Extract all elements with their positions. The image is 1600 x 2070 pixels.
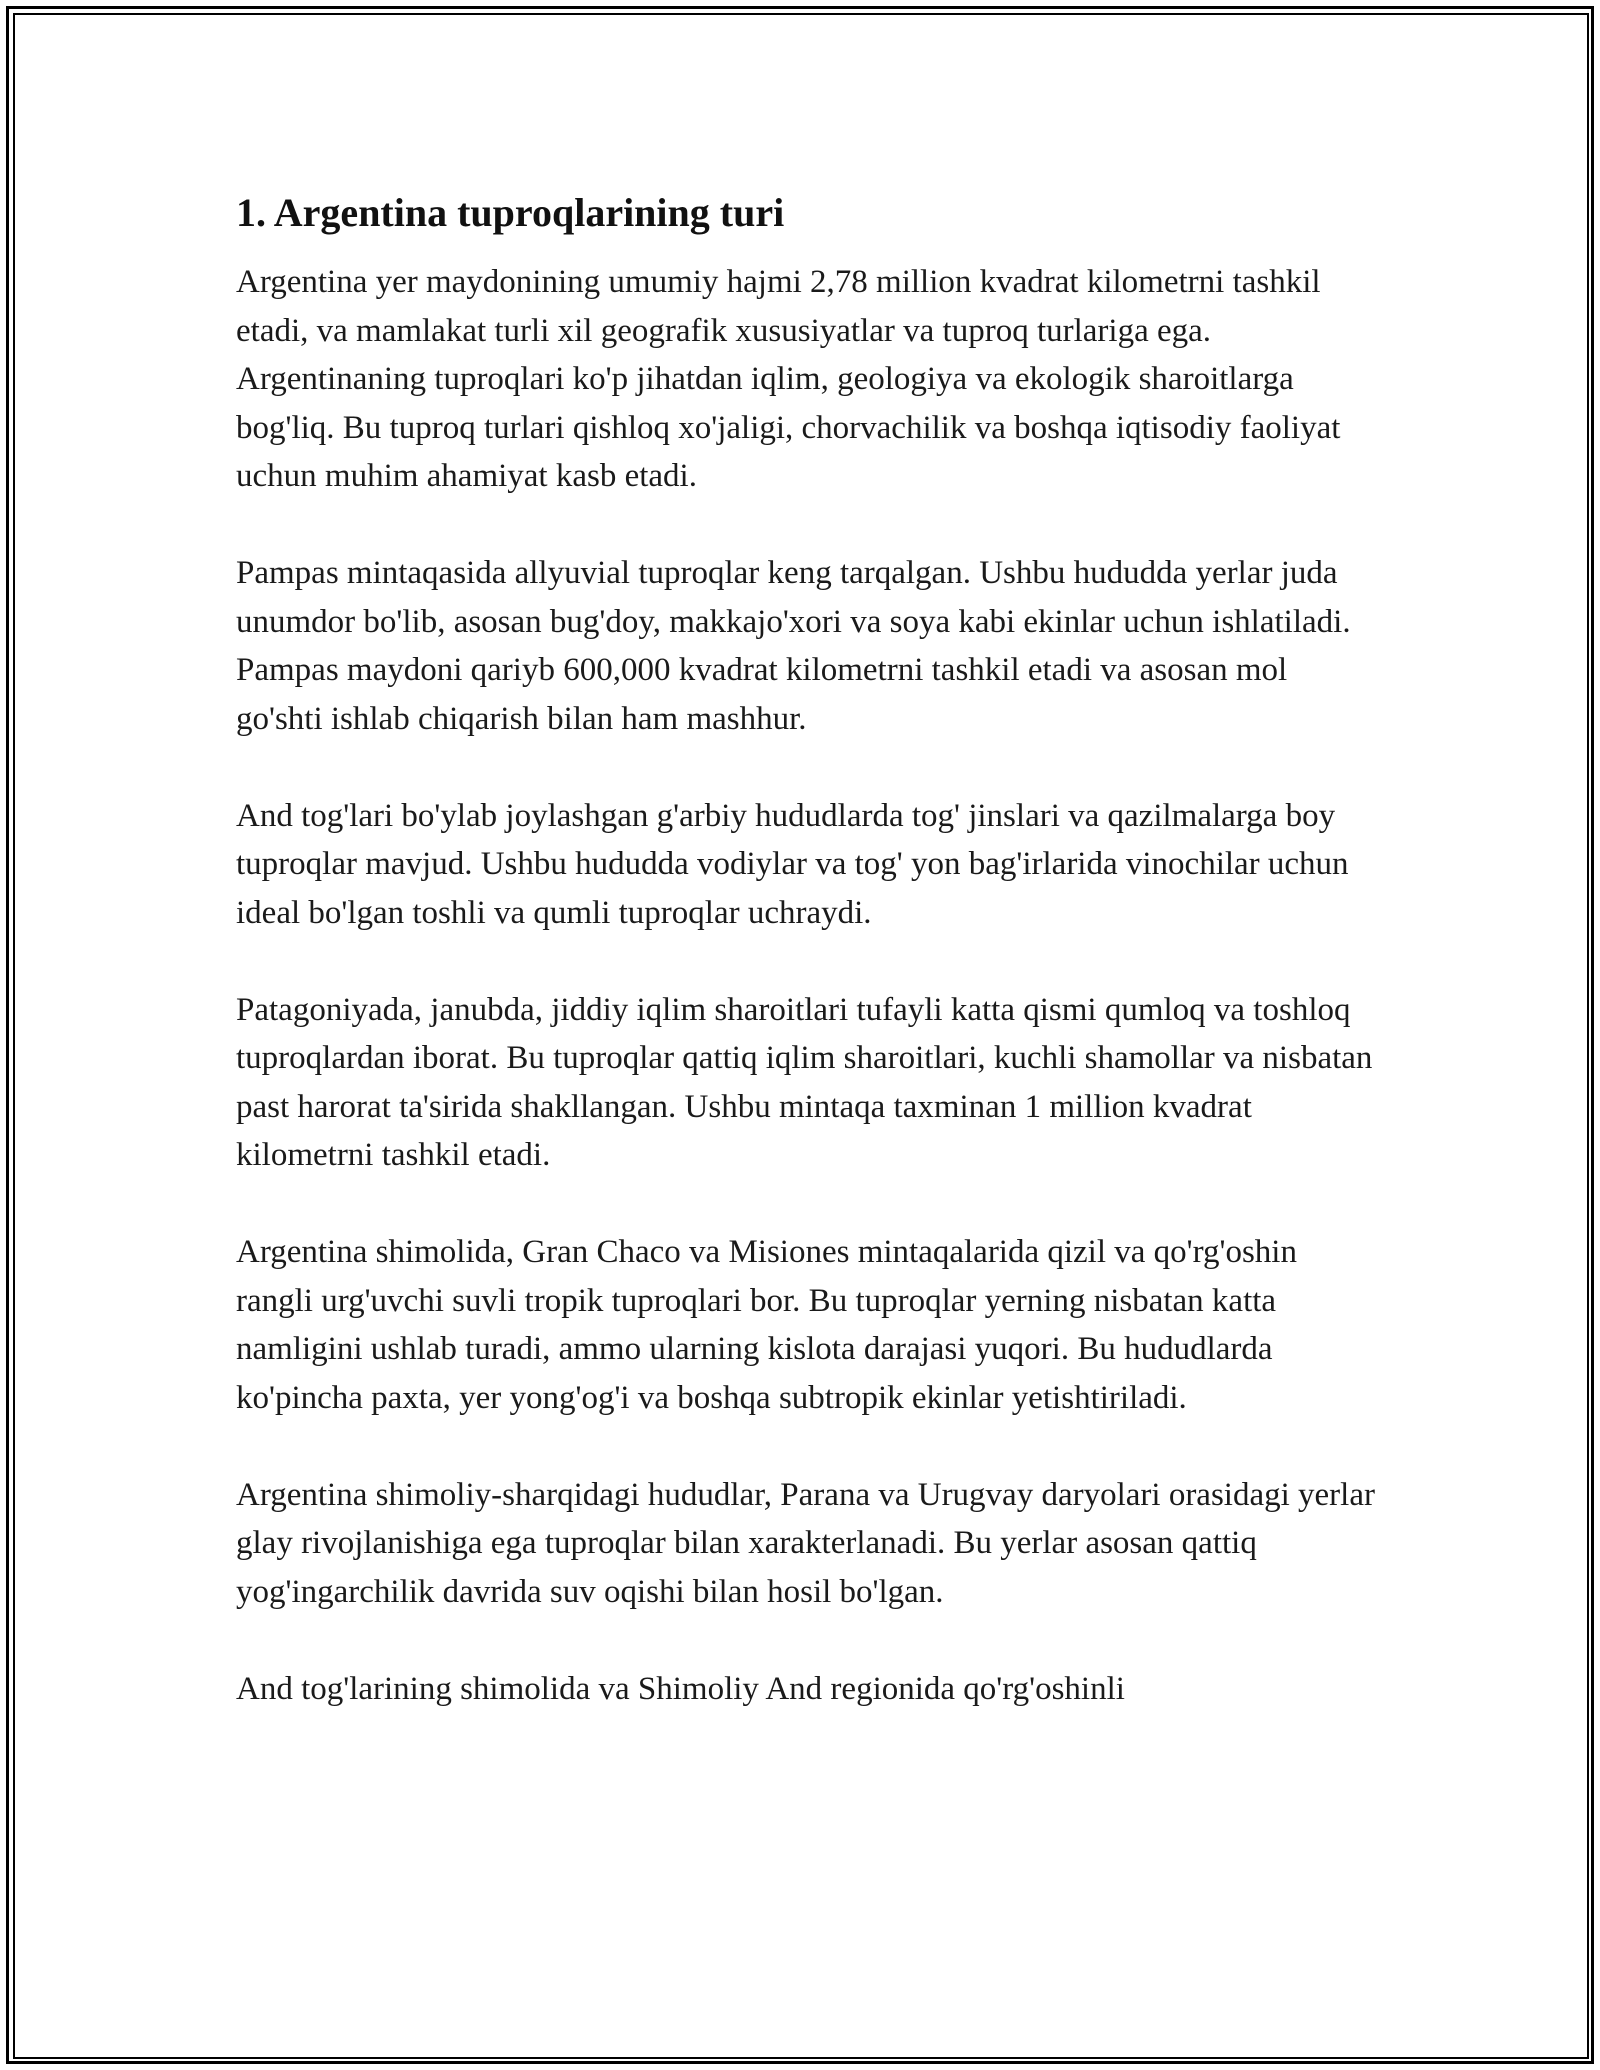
paragraph-3: And tog'lari bo'ylab joylashgan g'arbiy hududlarda tog' jinslari va qazilmalarga boy tuproqlar mavjud. Ushbu hududda vodiylar va tog' yon bag'irlarida vinochilar uchun ideal bo'lgan toshli va qumli tuproqlar uchraydi.: [236, 797, 1349, 931]
document-title: 1. Argentina tuproqlarining turi: [236, 190, 785, 235]
paragraph-2: Pampas mintaqasida allyuvial tuproqlar keng tarqalgan. Ushbu hududda yerlar juda unumdor bo'lib, asosan bug'doy, makkajo'xori va soya kabi ekinlar uchun ishlatiladi. Pampas maydoni qariyb 600,000 kvadrat kilometrni tashkil etadi va asosan mol go'shti ishlab chiqarish bilan ham mashhur.: [236, 555, 1351, 737]
paragraph-1: Argentina yer maydonining umumiy hajmi 2,78 million kvadrat kilometrni tashkil etadi, va mamlakat turli xil geografik xususiyatlar va tuproq turlariga ega. Argentinaning tuproqlari ko'p jihatdan iqlim, geologiya va ekologik sharoitlarga bog'liq. Bu tuproq turlari qishloq xo'jaligi, chorvachilik va boshqa iqtisodiy faoliyat uchun muhim ahamiyat kasb etadi.: [236, 264, 1341, 494]
paragraph-7: And tog'larining shimolida va Shimoliy And regionida qo'rg'oshinli: [236, 1670, 1125, 1707]
document-body: [236, 188, 1376, 1762]
paragraph-4: Patagoniyada, janubda, jiddiy iqlim sharoitlari tufayli katta qismi qumloq va toshloq tuproqlardan iborat. Bu tuproqlar qattiq iqlim sharoitlari, kuchli shamollar va nisbatan past harorat ta'sirida shakllangan. Ushbu mintaqa taxminan 1 million kvadrat kilometrni tashkil etadi.: [236, 991, 1373, 1173]
paragraph-6: Argentina shimoliy-sharqidagi hududlar, Parana va Urugvay daryolari orasidagi yerlar glay rivojlanishiga ega tuproqlar bilan xarakterlanadi. Bu yerlar asosan qattiq yog'ingarchilik davrida suv oqishi bilan hosil bo'lgan.: [236, 1476, 1375, 1610]
paragraph-5: Argentina shimolida, Gran Chaco va Misiones mintaqalarida qizil va qo'rg'oshin rangli urg'uvchi suvli tropik tuproqlari bor. Bu tuproqlar yerning nisbatan katta namligini ushlab turadi, ammo ularning kislota darajasi yuqori. Bu hududlarda ko'pincha paxta, yer yong'og'i va boshqa subtropik ekinlar yetishtiriladi.: [236, 1234, 1297, 1416]
